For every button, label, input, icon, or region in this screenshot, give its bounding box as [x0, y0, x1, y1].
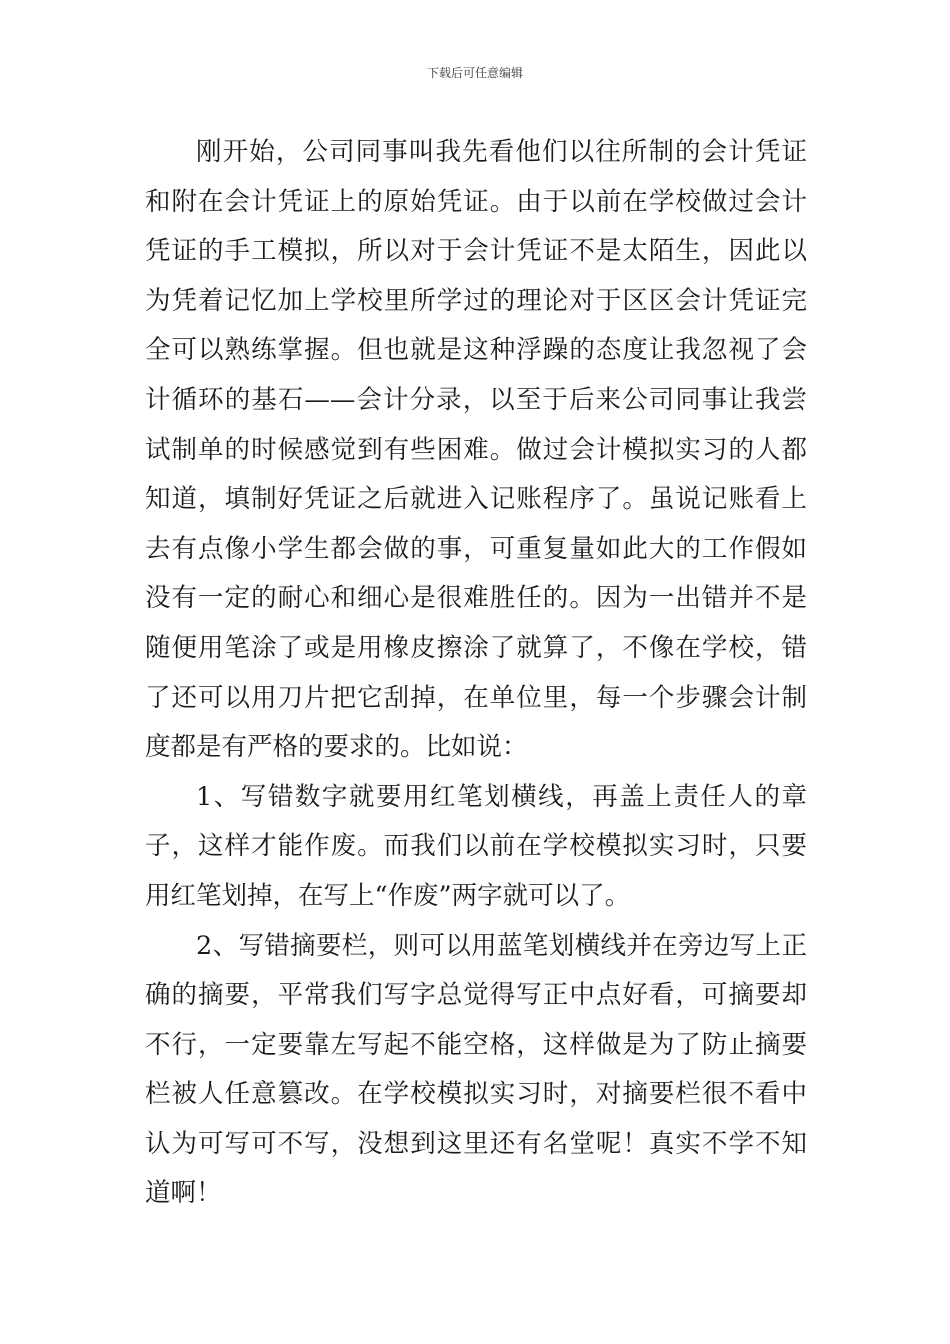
page-header: 下载后可任意编辑: [426, 66, 523, 80]
paragraph-item-2: 2、写错摘要栏，则可以用蓝笔划横线并在旁边写上正确的摘要，平常我们写字总觉得写正中点好看，可摘要却不行，一定要靠左写起不能空格，这样做是为了防止摘要栏被人任意篡改。在学校模拟实习时，对摘要栏很不看中认为可写可不写，没想到这里还有名堂呢！真实不学不知道啊！: [145, 930, 807, 1209]
paragraph-item-1: 1、写错数字就要用红笔划横线，再盖上责任人的章子，这样才能作废。而我们以前在学校模拟实习时，只要用红笔划掉，在写上“作废”两字就可以了。: [145, 781, 807, 911]
paragraph-intro: 刚开始，公司同事叫我先看他们以往所制的会计凭证和附在会计凭证上的原始凭证。由于以前在学校做过会计凭证的手工模拟，所以对于会计凭证不是太陌生，因此以为凭着记忆加上学校里所学过的理论对于区区会计凭证完全可以熟练掌握。但也就是这种浮躁的态度让我忽视了会计循环的基石——会计分录，以至于后来公司同事让我尝试制单的时候感觉到有些困难。做过会计模拟实习的人都知道，填制好凭证之后就进入记账程序了。虽说记账看上去有点像小学生都会做的事，可重复量如此大的工作假如没有一定的耐心和细心是很难胜任的。因为一出错并不是随便用笔涂了或是用橡皮擦涂了就算了，不像在学校，错了还可以用刀片把它刮掉，在单位里，每一个步骤会计制度都是有严格的要求的。比如说：: [145, 137, 807, 763]
document-body: [145, 128, 807, 1219]
